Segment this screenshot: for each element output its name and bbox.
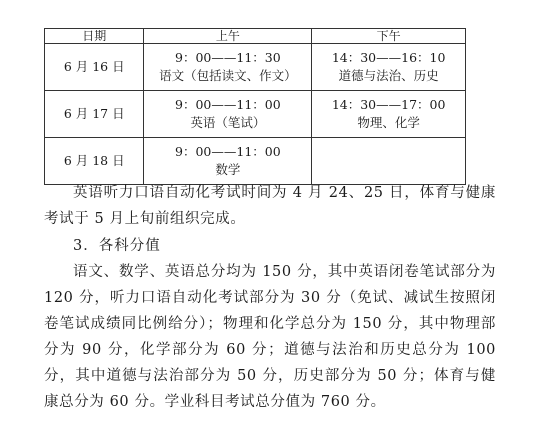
afternoon-cell xyxy=(312,91,466,138)
afternoon-time: 14：30——16：10 xyxy=(331,50,446,65)
score-paragraph: 语文、数学、英语总分均为 150 分，其中英语闭卷笔试部分为 120 分，听力口语自动化考试部分为 30 分（免试、减试生按照闭卷笔试成绩同比例给分）；物理和化学总分为 150 分，其中物理部分为 90 分，化学部分为 60 分；道德与法治和历史总分为 100 分，其中道德与法治部分为 50 分，历史部分为 50 分；体育与健康总分为 60 分。学业科目考试总分值为 760 分。 xyxy=(44,264,496,410)
header-afternoon: 下午 xyxy=(312,29,466,44)
morning-time: 9：00——11：30 xyxy=(175,50,281,65)
table-row xyxy=(45,44,466,91)
morning-subject: 语文（包括读文、作文） xyxy=(159,68,297,83)
morning-cell xyxy=(144,44,312,91)
header-morning: 上午 xyxy=(144,29,312,44)
table-header-row xyxy=(45,29,466,44)
header-date: 日期 xyxy=(45,29,144,44)
afternoon-subject: 物理、化学 xyxy=(357,115,420,130)
morning-time: 9：00——11：00 xyxy=(175,97,281,112)
afternoon-time: 14：30——17：00 xyxy=(331,97,446,112)
listening-exam-note: 英语听力口语自动化考试时间为 4 月 24、25 日，体育与健康考试于 5 月上旬前组织完成。 xyxy=(44,185,496,227)
table-row xyxy=(45,138,466,185)
table-row xyxy=(45,91,466,138)
section-heading: 3．各科分值 xyxy=(73,238,161,254)
afternoon-cell-empty xyxy=(312,138,466,185)
morning-time: 9：00——11：00 xyxy=(175,144,281,159)
morning-subject: 数学 xyxy=(215,162,241,177)
morning-subject: 英语（笔试） xyxy=(190,115,266,130)
morning-cell xyxy=(144,91,312,138)
date-cell: 6 月 18 日 xyxy=(45,138,144,185)
afternoon-subject: 道德与法治、历史 xyxy=(338,68,439,83)
date-cell: 6 月 16 日 xyxy=(45,44,144,91)
exam-schedule-table xyxy=(44,28,466,185)
morning-cell xyxy=(144,138,312,185)
afternoon-cell xyxy=(312,44,466,91)
date-cell: 6 月 17 日 xyxy=(45,91,144,138)
